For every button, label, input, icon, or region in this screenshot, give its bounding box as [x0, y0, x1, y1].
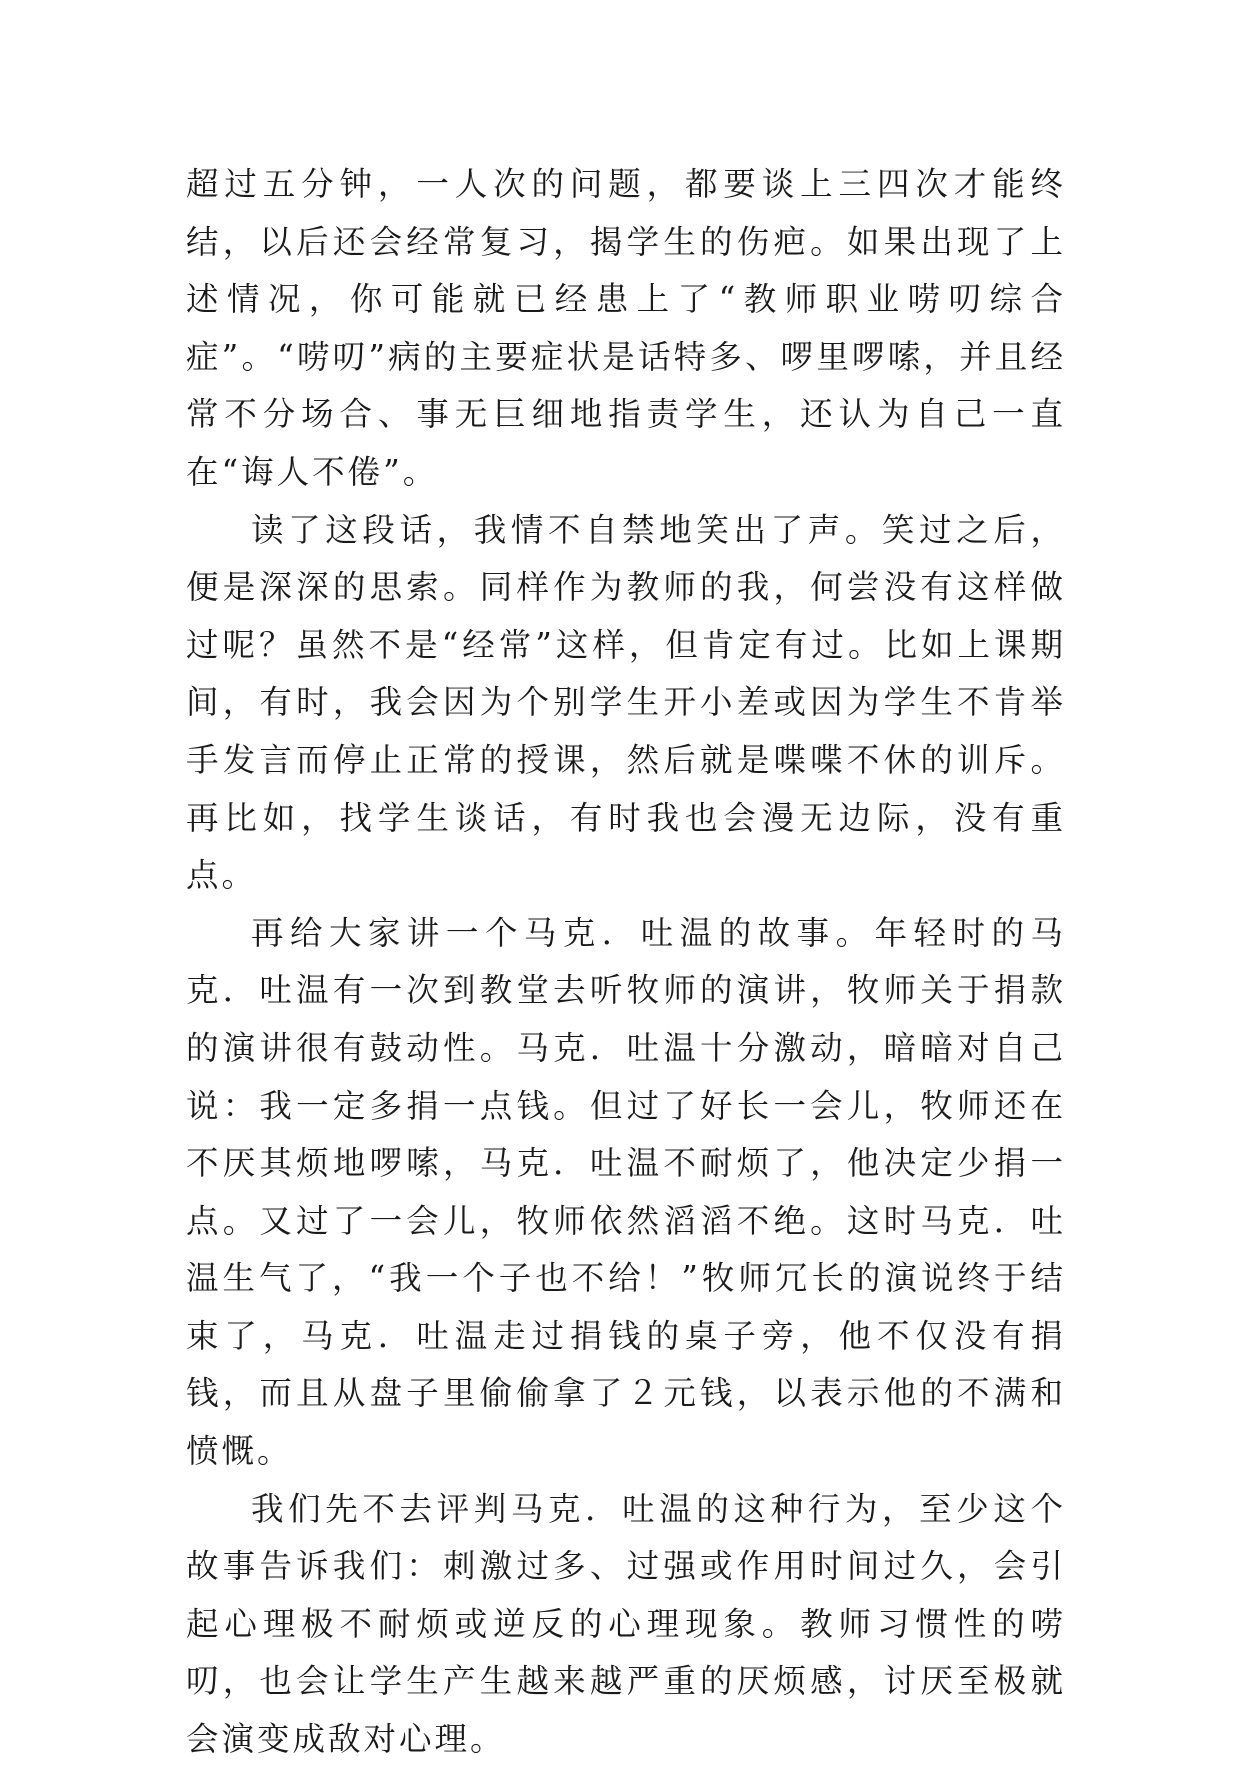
paragraph-reflection: 读了这段话，我情不自禁地笑出了声。笑过之后，便是深深的思索。同样作为教师的我，何尝没有这样做过呢？虽然不是“经常”这样，但肯定有过。比如上课期间，有时，我会因为个别学生开小差或因为学生不肯举手发言而停止正常的授课，然后就是喋喋不休的训斥。再比如，找学生谈话，有时我也会漫无边际，没有重点。 — [186, 510, 1066, 895]
paragraph-conclusion: 我们先不去评判马克．吐温的这种行为，至少这个故事告诉我们：刺激过多、过强或作用时间过久，会引起心理极不耐烦或逆反的心理现象。教师习惯性的唠叨，也会让学生产生越来越严重的厌烦感，讨厌至极就会演变成敌对心理。 — [186, 1489, 1066, 1759]
paragraph-mark-twain-story: 再给大家讲一个马克．吐温的故事。年轻时的马克．吐温有一次到教堂去听牧师的演讲，牧师关于捐款的演讲很有鼓动性。马克．吐温十分激动，暗暗对自己说：我一定多捐一点钱。但过了好长一会儿，牧师还在不厌其烦地啰嗦，马克．吐温不耐烦了，他决定少捐一点。又过了一会儿，牧师依然滔滔不绝。这时马克．吐温生气了，“我一个子也不给！”牧师冗长的演说终于结束了，马克．吐温走过捐钱的桌子旁，他不仅没有捐钱，而且从盘子里偷偷拿了２元钱，以表示他的不满和愤慨。 — [186, 913, 1066, 1471]
paragraph-continuation: 超过五分钟，一人次的问题，都要谈上三四次才能终结，以后还会经常复习，揭学生的伤疤。如果出现了上述情况，你可能就已经患上了“教师职业唠叨综合症”。“唠叨”病的主要症状是话特多、啰里啰嗦，并且经常不分场合、事无巨细地指责学生，还认为自己一直在“诲人不倦”。 — [186, 165, 1066, 491]
document-body — [186, 156, 1066, 1769]
